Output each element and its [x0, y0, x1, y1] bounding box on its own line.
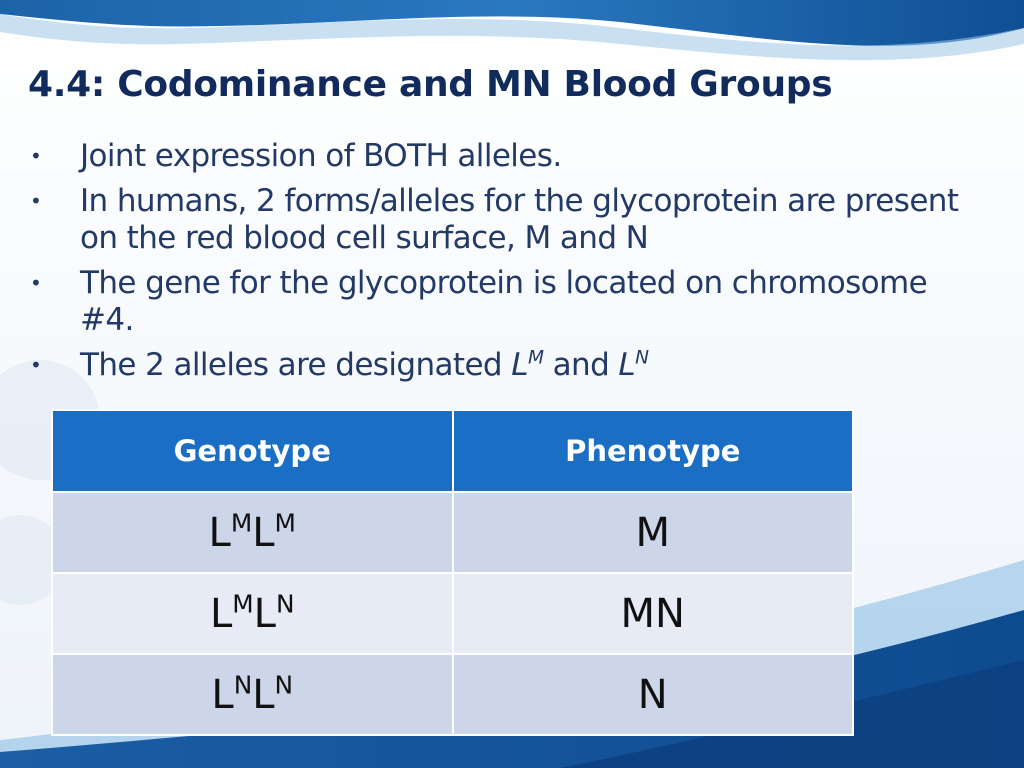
genotype-cell: [52, 492, 453, 573]
phenotype-cell: MN: [453, 573, 854, 654]
genotype-superscript: M: [274, 508, 296, 538]
bullet-marker: •: [30, 189, 42, 213]
genotype-base: L: [209, 590, 233, 637]
bullet-item: [26, 347, 986, 384]
bullet-text: The 2 alleles are designated: [80, 347, 512, 383]
bullet-item: [26, 183, 986, 257]
genotype-superscript: M: [232, 589, 254, 619]
slide-title: 4.4: Codominance and MN Blood Groups: [28, 64, 833, 105]
genotype-base: L: [252, 509, 275, 556]
genotype-superscript: N: [275, 589, 295, 619]
table-row: [52, 492, 853, 573]
phenotype-cell: M: [453, 492, 854, 573]
phenotype-cell: N: [453, 654, 854, 735]
column-header-genotype: Genotype: [52, 410, 453, 492]
bullet-text: and: [543, 347, 619, 383]
genotype-cell: [52, 654, 453, 735]
genotype-base: L: [253, 590, 276, 637]
bullet-text: The gene for the glycoprotein is located on chromosome #4.: [80, 265, 928, 338]
bullet-list: [26, 138, 986, 392]
allele-superscript: M: [527, 347, 544, 369]
bullet-marker: •: [30, 144, 42, 168]
genotype-phenotype-table: [51, 409, 854, 736]
bullet-text: In humans, 2 forms/alleles for the glycoprotein are present on the red blood cell surface, M and N: [80, 183, 959, 256]
column-header-phenotype: Phenotype: [453, 410, 854, 492]
bullet-marker: •: [30, 271, 42, 295]
genotype-superscript: N: [274, 670, 294, 700]
bullet-item: [26, 265, 986, 339]
table-header-row: [52, 410, 853, 492]
bullet-marker: •: [30, 353, 42, 377]
genotype-superscript: M: [230, 508, 253, 538]
bullet-item: [26, 138, 986, 175]
genotype-base: L: [211, 671, 234, 718]
table-row: [52, 573, 853, 654]
allele-superscript: N: [635, 347, 649, 369]
allele-symbol: L: [511, 347, 528, 383]
genotype-cell: [52, 573, 453, 654]
genotype-base: L: [252, 671, 275, 718]
genotype-base: L: [208, 509, 231, 556]
table-row: [52, 654, 853, 735]
bullet-text: Joint expression of BOTH alleles.: [80, 138, 562, 174]
genotype-superscript: N: [233, 670, 253, 700]
allele-symbol: L: [618, 347, 636, 383]
